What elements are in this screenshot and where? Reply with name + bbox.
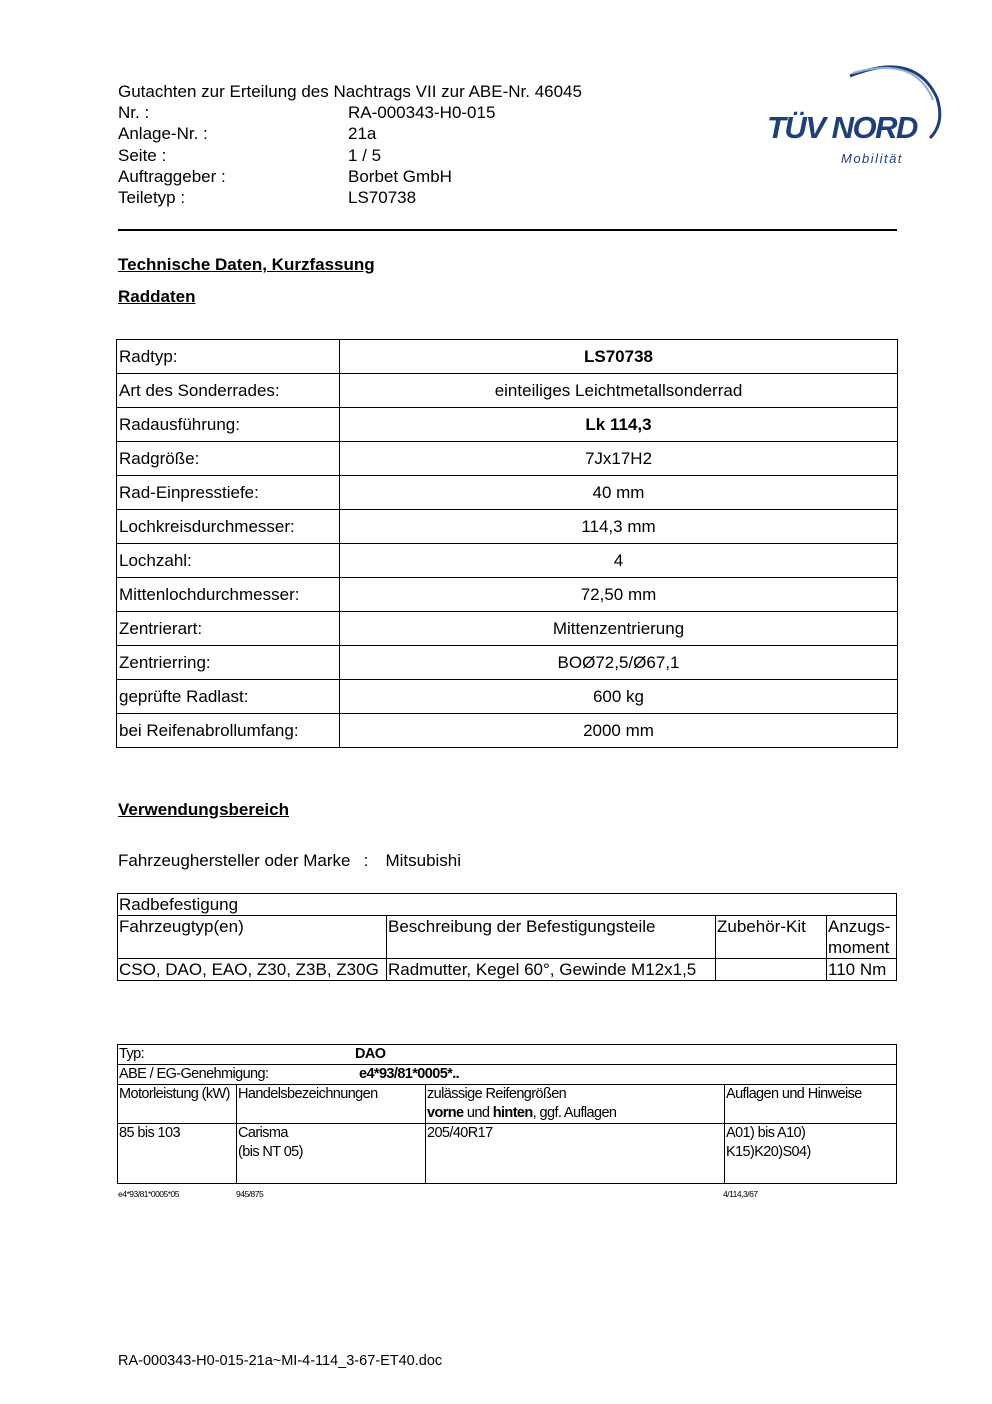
wheel-data-label: Zentrierart:	[117, 612, 340, 646]
wheel-data-label: Lochzahl:	[117, 544, 340, 578]
wheel-data-value: LS70738	[340, 340, 898, 374]
logo-brand: TÜV NORD	[767, 110, 917, 145]
wheel-data-label: Radgröße:	[117, 442, 340, 476]
tuv-nord-logo	[765, 58, 945, 170]
wheel-data-value: 72,50 mm	[340, 578, 898, 612]
abe-row	[118, 1065, 897, 1085]
wheel-data-row	[117, 544, 898, 578]
header-value: RA-000343-H0-015	[348, 103, 496, 122]
tyre-header-front: vorne	[427, 1105, 464, 1121]
header-divider	[118, 229, 897, 231]
header-label: Anlage-Nr. :	[118, 124, 208, 143]
wheel-data-row	[117, 510, 898, 544]
fastening-header: Fahrzeugtyp(en)	[118, 916, 387, 959]
wheel-data-label: Zentrierring:	[117, 646, 340, 680]
wheel-data-row	[117, 680, 898, 714]
wheel-data-row	[117, 612, 898, 646]
fastening-title: Radbefestigung	[118, 894, 897, 916]
fastening-cell: Radmutter, Kegel 60°, Gewinde M12x1,5	[387, 959, 716, 981]
fastening-table	[117, 893, 897, 981]
wheel-data-value: 7Jx17H2	[340, 442, 898, 476]
wheel-data-row	[117, 476, 898, 510]
wheel-data-value: 600 kg	[340, 680, 898, 714]
header-value: Borbet GmbH	[348, 167, 452, 186]
manufacturer-line	[118, 851, 461, 871]
header-label: Auftraggeber :	[118, 167, 226, 186]
tyre-header-rest: , ggf. Auflagen	[532, 1105, 617, 1121]
heading-wheel: Raddaten	[118, 287, 196, 306]
header-row-seite	[118, 145, 381, 166]
typ-cell-names	[237, 1124, 426, 1184]
fastening-cell: CSO, DAO, EAO, Z30, Z3B, Z30G	[118, 959, 387, 981]
typ-value: DAO	[355, 1046, 386, 1062]
header-value: 21a	[348, 124, 377, 143]
wheel-data-value: 114,3 mm	[340, 510, 898, 544]
wheel-data-table	[116, 339, 898, 748]
wheel-data-label: Mittenlochdurchmesser:	[117, 578, 340, 612]
header-row-teiletyp	[118, 187, 416, 208]
wheel-data-value: Lk 114,3	[340, 408, 898, 442]
wheel-data-value: 40 mm	[340, 476, 898, 510]
heading-usage: Verwendungsbereich	[118, 800, 289, 819]
header-label: Teiletyp :	[118, 188, 186, 207]
trade-name-note: (bis NT 05)	[238, 1144, 303, 1160]
wheel-data-value: Mittenzentrierung	[340, 612, 898, 646]
small-code-bolt: 4/114,3/67	[723, 1189, 758, 1199]
header-label: Nr. :	[118, 103, 150, 122]
header-row-anlage	[118, 123, 376, 144]
wheel-data-row	[117, 374, 898, 408]
tyre-header-rear: hinten	[492, 1105, 533, 1121]
notes-line: A01) bis A10)	[726, 1125, 806, 1141]
document-title: Gutachten zur Erteilung des Nachtrags VII zur ABE-Nr. 46045	[118, 82, 582, 101]
wheel-data-value: 2000 mm	[340, 714, 898, 748]
wheel-data-value: 4	[340, 544, 898, 578]
typ-cell-notes	[725, 1124, 897, 1184]
typ-cell-tyre: 205/40R17	[426, 1124, 725, 1184]
header-value: 1 / 5	[348, 146, 382, 165]
typ-header-power: Motorleistung (kW)	[118, 1085, 237, 1124]
small-code-numbers: 945/875	[236, 1189, 264, 1199]
header-label: Seite :	[118, 146, 167, 165]
wheel-data-row	[117, 714, 898, 748]
typ-cell-power: 85 bis 103	[118, 1124, 237, 1184]
tyre-header-and: und	[463, 1105, 493, 1121]
wheel-data-row	[117, 442, 898, 476]
wheel-data-value: BOØ72,5/Ø67,1	[340, 646, 898, 680]
wheel-data-label: Radtyp:	[117, 340, 340, 374]
wheel-data-label: geprüfte Radlast:	[117, 680, 340, 714]
wheel-data-label: Lochkreisdurchmesser:	[117, 510, 340, 544]
fastening-cell: 110 Nm	[827, 959, 897, 981]
wheel-data-label: bei Reifenabrollumfang:	[117, 714, 340, 748]
wheel-data-row	[117, 646, 898, 680]
fastening-header: Beschreibung der Befestigungsteile	[387, 916, 716, 959]
wheel-data-value: einteiliges Leichtmetallsonderrad	[340, 374, 898, 408]
manufacturer-separator: :	[363, 851, 369, 870]
heading-tech: Technische Daten, Kurzfassung	[118, 255, 375, 274]
wheel-data-label: Art des Sonderrades:	[117, 374, 340, 408]
abe-label: ABE / EG-Genehmigung:	[119, 1066, 269, 1082]
abe-value: e4*93/81*0005*..	[359, 1066, 460, 1082]
fastening-header: Anzugs-moment	[827, 916, 897, 959]
wheel-data-row	[117, 340, 898, 374]
typ-header-tyres	[426, 1085, 725, 1124]
footer-filename: RA-000343-H0-015-21a~MI-4-114_3-67-ET40.doc	[118, 1353, 443, 1369]
type-approval-table	[117, 1044, 897, 1184]
wheel-data-row	[117, 408, 898, 442]
tyre-header-line1: zulässige Reifengrößen	[427, 1086, 567, 1102]
logo-subtitle: Mobilität	[841, 151, 903, 166]
header-row-nr	[118, 102, 495, 123]
wheel-data-label: Rad-Einpresstiefe:	[117, 476, 340, 510]
notes-line: K15)K20)S04)	[726, 1144, 811, 1160]
typ-row	[118, 1045, 897, 1065]
wheel-data-row	[117, 578, 898, 612]
manufacturer-value: Mitsubishi	[385, 851, 462, 870]
typ-header-notes: Auflagen und Hinweise	[725, 1085, 897, 1124]
manufacturer-label: Fahrzeughersteller oder Marke	[118, 851, 351, 870]
trade-name: Carisma	[238, 1125, 288, 1141]
typ-header-names: Handelsbezeichnungen	[237, 1085, 426, 1124]
wheel-data-label: Radausführung:	[117, 408, 340, 442]
small-code-approval: e4*93/81*0005*05	[118, 1189, 180, 1199]
fastening-header: Zubehör-Kit	[716, 916, 827, 959]
header-row-auftraggeber	[118, 166, 452, 187]
header-value: LS70738	[348, 188, 417, 207]
typ-label: Typ:	[119, 1046, 144, 1062]
fastening-cell	[716, 959, 827, 981]
